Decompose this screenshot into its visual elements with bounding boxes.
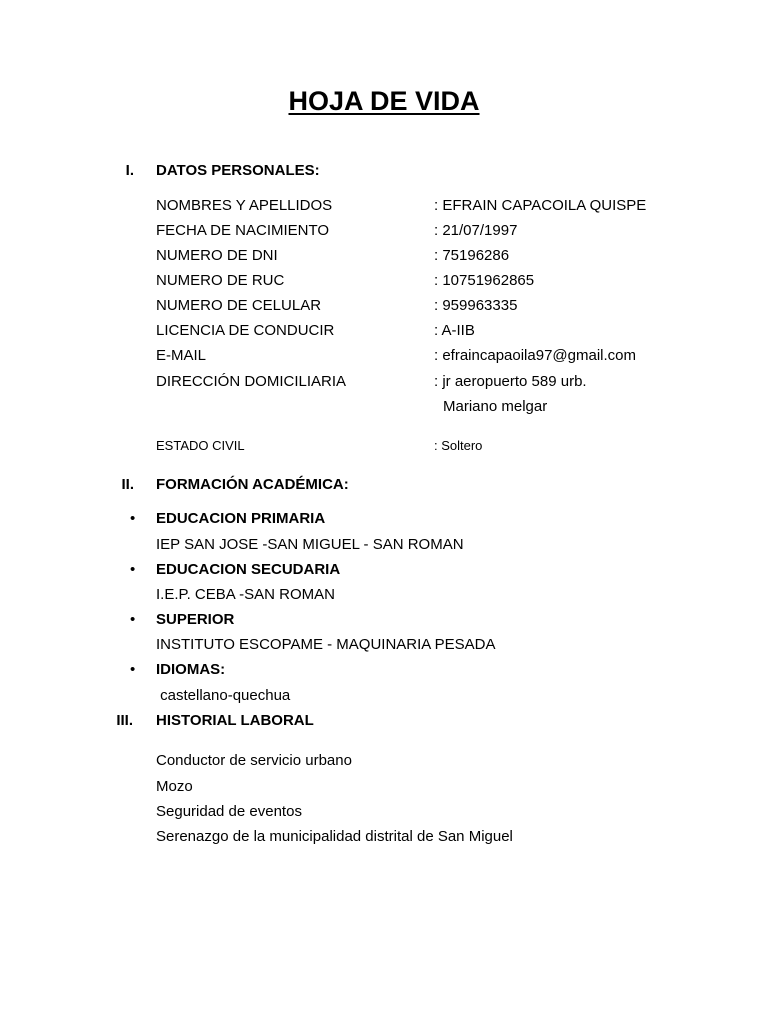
field-label: LICENCIA DE CONDUCIR <box>156 322 335 339</box>
field-value: : A-IIB <box>434 322 475 339</box>
bullet-icon: • <box>130 510 136 527</box>
field-label: NUMERO DE RUC <box>156 272 285 289</box>
page-title: HOJA DE VIDA <box>288 86 480 116</box>
field-value: : 959963335 <box>434 297 518 314</box>
field-label: NOMBRES Y APELLIDOS <box>156 197 333 214</box>
education-detail: INSTITUTO ESCOPAME - MAQUINARIA PESADA <box>156 636 496 653</box>
section-title: HISTORIAL LABORAL <box>156 712 314 729</box>
field-value: : jr aeropuerto 589 urb. <box>434 373 587 390</box>
field-label: ESTADO CIVIL <box>156 438 245 453</box>
bullet-icon: • <box>130 611 136 628</box>
education-heading: EDUCACION PRIMARIA <box>156 510 326 527</box>
education-detail: I.E.P. CEBA -SAN ROMAN <box>156 586 335 603</box>
job-item: Seguridad de eventos <box>156 803 302 820</box>
education-heading: SUPERIOR <box>156 611 235 628</box>
field-label: NUMERO DE CELULAR <box>156 297 322 314</box>
field-value: : 21/07/1997 <box>434 222 518 239</box>
education-detail: IEP SAN JOSE -SAN MIGUEL - SAN ROMAN <box>156 536 464 553</box>
section-number: III. <box>116 712 133 729</box>
bullet-icon: • <box>130 561 136 578</box>
education-heading: IDIOMAS: <box>156 661 226 678</box>
field-label: DIRECCIÓN DOMICILIARIA <box>156 373 347 390</box>
field-value-continuation: Mariano melgar <box>443 398 548 415</box>
job-item: Conductor de servicio urbano <box>156 752 352 769</box>
field-value: : Soltero <box>434 438 483 453</box>
section-title: DATOS PERSONALES: <box>156 162 320 179</box>
field-label: E-MAIL <box>156 347 207 364</box>
job-item: Mozo <box>156 778 193 795</box>
education-detail: castellano-quechua <box>156 687 291 704</box>
bullet-icon: • <box>130 661 136 678</box>
section-number: II. <box>121 476 134 493</box>
job-item: Serenazgo de la municipalidad distrital de San Miguel <box>156 828 513 845</box>
field-label: FECHA DE NACIMIENTO <box>156 222 330 239</box>
field-value: : 75196286 <box>434 247 510 264</box>
email-value: : efraincapaoila97@gmail.com <box>434 347 636 364</box>
education-heading: EDUCACION SECUDARIA <box>156 561 341 578</box>
field-value: : 10751962865 <box>434 272 535 289</box>
section-title: FORMACIÓN ACADÉMICA: <box>156 476 349 493</box>
field-label: NUMERO DE DNI <box>156 247 278 264</box>
section-number: I. <box>125 162 134 179</box>
field-value: : EFRAIN CAPACOILA QUISPE <box>434 197 647 214</box>
